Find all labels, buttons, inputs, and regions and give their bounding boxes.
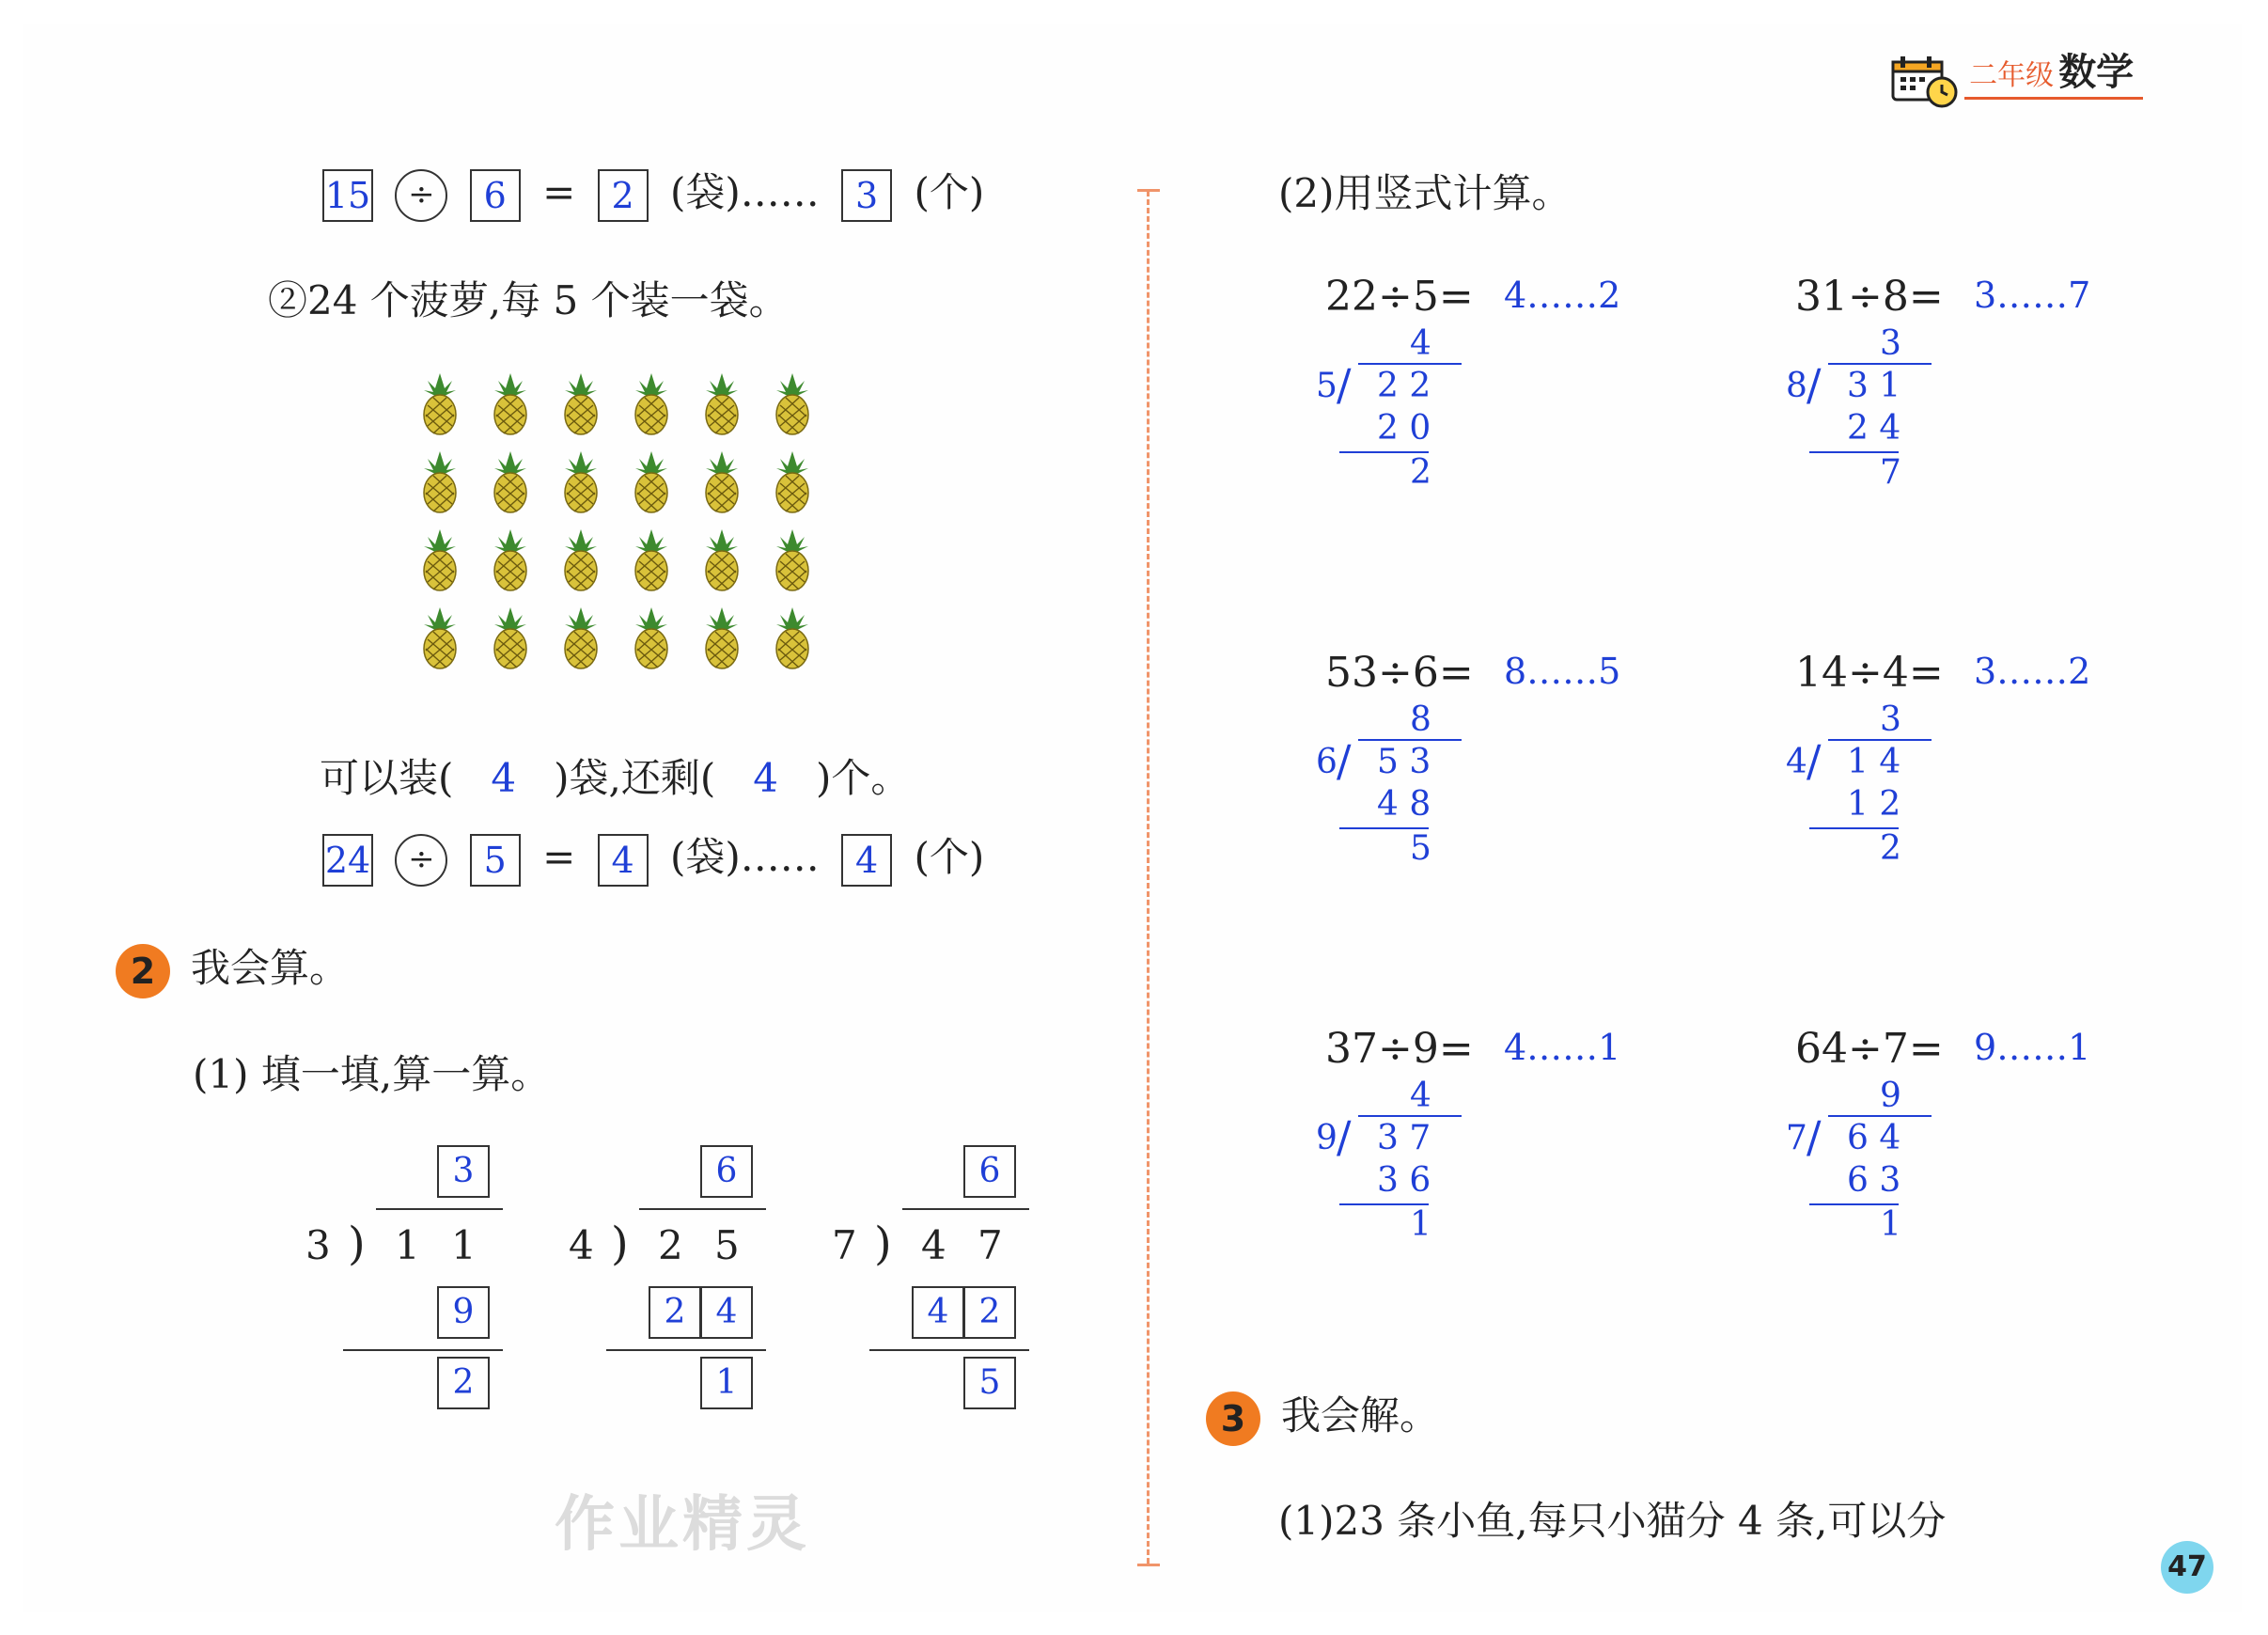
pineapple-image — [489, 371, 532, 435]
expression: 37÷9= — [1325, 1025, 1474, 1073]
product-box: 9 — [437, 1286, 490, 1339]
divider-cap-top — [1137, 189, 1160, 192]
equation-1 — [322, 165, 993, 222]
dividend-digit: 5 — [714, 1222, 740, 1268]
dividend-digit: 2 — [658, 1222, 683, 1268]
dividend-box: 15 — [322, 169, 373, 222]
pineapple-image — [559, 449, 602, 513]
remainder-box: 5 — [963, 1357, 1016, 1409]
vq-bracket: / — [1337, 1111, 1352, 1162]
pineapple-image — [630, 371, 673, 435]
remainder-box: 1 — [700, 1357, 753, 1409]
pineapple-grid — [418, 371, 832, 700]
section-3-heading — [1206, 1385, 1439, 1446]
fill-sentence — [320, 747, 910, 804]
vq-remainder: 2 — [1880, 829, 1901, 868]
vq-quotient: 9 — [1880, 1077, 1901, 1115]
unit-bag: (袋)…… — [670, 834, 820, 880]
fill-part-c: )个。 — [815, 755, 911, 801]
division-bracket: ) — [348, 1218, 366, 1270]
vq-product: 1 2 — [1847, 785, 1901, 824]
divisor: 3 — [305, 1222, 331, 1268]
answer: 9……1 — [1974, 1027, 2091, 1068]
division-bracket: ) — [874, 1218, 892, 1270]
dividend-box: 24 — [322, 834, 373, 887]
pineapple-image — [418, 605, 461, 669]
pineapple-image — [559, 527, 602, 591]
sub-question-1: (1) 填一填,算一算。 — [193, 1051, 551, 1097]
product-box: 2 — [649, 1286, 701, 1339]
vq-divisor: 8 — [1786, 367, 1807, 405]
expression: 14÷4= — [1795, 649, 1944, 697]
vq-bracket: / — [1807, 359, 1822, 410]
operator-circle: ÷ — [395, 834, 447, 887]
answer: 4……2 — [1504, 275, 1621, 316]
pineapple-image — [700, 527, 743, 591]
vq-quotient: 4 — [1410, 1077, 1431, 1115]
product-box: 4 — [912, 1286, 964, 1339]
fill-answer-bags: 4 — [491, 755, 517, 801]
vq-bar — [1828, 739, 1932, 741]
vq-quotient: 8 — [1410, 700, 1431, 739]
pineapple-image — [489, 527, 532, 591]
question-2-text: ②24 个菠萝,每 5 个装一袋。 — [268, 277, 789, 323]
header-grade: 二年级 — [1969, 59, 2055, 92]
subtraction-line — [869, 1349, 1029, 1351]
vq-bracket: / — [1337, 359, 1352, 410]
pineapple-image — [489, 449, 532, 513]
vq-remainder: 5 — [1410, 829, 1431, 868]
section-2-heading — [116, 937, 349, 998]
quotient-box: 6 — [963, 1145, 1016, 1198]
section-number-badge: 3 — [1206, 1391, 1260, 1446]
pineapple-image — [700, 449, 743, 513]
pineapple-image — [771, 371, 814, 435]
expression: 31÷8= — [1795, 273, 1944, 321]
section-number-badge: 2 — [116, 944, 170, 998]
vq-quotient: 4 — [1410, 324, 1431, 363]
vq-divisor: 4 — [1786, 743, 1807, 781]
fill-answer-left: 4 — [753, 755, 778, 801]
vq-divisor: 9 — [1316, 1119, 1337, 1157]
pineapple-image — [771, 605, 814, 669]
unit-piece: (个) — [914, 834, 985, 880]
quotient-box: 3 — [437, 1145, 490, 1198]
vq-product: 2 4 — [1847, 409, 1901, 448]
header-subject: 数学 — [2058, 51, 2135, 94]
pineapple-image — [700, 371, 743, 435]
unit-piece: (个) — [914, 169, 985, 215]
pineapple-image — [700, 605, 743, 669]
answer: 3……7 — [1974, 275, 2091, 316]
equals-sign: = — [542, 169, 576, 215]
division-bar — [639, 1208, 766, 1210]
pineapple-image — [771, 527, 814, 591]
division-bar — [376, 1208, 503, 1210]
vq-product: 3 6 — [1377, 1161, 1431, 1200]
header — [1889, 42, 2134, 109]
divider-cap-bottom — [1137, 1564, 1160, 1566]
vq-divisor: 6 — [1316, 743, 1337, 781]
division-bracket: ) — [611, 1218, 629, 1270]
dividend-digit: 4 — [921, 1222, 946, 1268]
vq-remainder: 7 — [1880, 453, 1901, 492]
answer: 8……5 — [1504, 651, 1621, 692]
pineapple-image — [418, 371, 461, 435]
subtraction-line — [343, 1349, 503, 1351]
remainder-box: 3 — [841, 169, 892, 222]
pineapple-image — [418, 449, 461, 513]
division-bar — [902, 1208, 1029, 1210]
vq-remainder: 2 — [1410, 453, 1431, 492]
divisor-box: 5 — [470, 834, 521, 887]
pineapple-image — [771, 449, 814, 513]
calendar-clock-icon — [1889, 53, 1964, 109]
pineapple-image — [630, 449, 673, 513]
vq-divisor: 5 — [1316, 367, 1337, 405]
answer: 3……2 — [1974, 651, 2091, 692]
operator-circle: ÷ — [395, 169, 447, 222]
vq-bar — [1828, 363, 1932, 365]
vq-quotient: 3 — [1880, 700, 1901, 739]
dividend-digit: 1 — [451, 1222, 477, 1268]
vq-bracket: / — [1807, 735, 1822, 786]
vq-bar — [1358, 739, 1462, 741]
fill-part-b: )袋,还剩( — [554, 755, 716, 801]
vq-divisor: 7 — [1786, 1119, 1807, 1157]
vq-dividend: 3 7 — [1377, 1119, 1431, 1157]
vq-product: 4 8 — [1377, 785, 1431, 824]
vq-remainder: 1 — [1880, 1205, 1901, 1244]
vq-remainder: 1 — [1410, 1205, 1431, 1244]
page-number: 47 — [2161, 1541, 2213, 1594]
dividend-digit: 7 — [978, 1222, 1003, 1268]
sub-question-2: (2)用竖式计算。 — [1278, 170, 1572, 216]
worksheet-page — [23, 24, 2242, 1612]
section-title: 我会解。 — [1281, 1392, 1440, 1438]
vq-dividend: 3 1 — [1847, 367, 1901, 405]
expression: 64÷7= — [1795, 1025, 1944, 1073]
section-title: 我会算。 — [191, 945, 350, 991]
equals-sign: = — [542, 834, 576, 880]
quotient-box: 2 — [598, 169, 649, 222]
fill-part-a: 可以装( — [320, 755, 454, 801]
vq-product: 6 3 — [1847, 1161, 1901, 1200]
question-3-1: (1)23 条小鱼,每只小猫分 4 条,可以分 — [1278, 1498, 1947, 1544]
remainder-box: 4 — [841, 834, 892, 887]
vq-dividend: 6 4 — [1847, 1119, 1901, 1157]
equation-2 — [322, 829, 993, 887]
product-box: 2 — [963, 1286, 1016, 1339]
pineapple-image — [418, 527, 461, 591]
vq-bracket: / — [1337, 735, 1352, 786]
expression: 22÷5= — [1325, 273, 1474, 321]
remainder-box: 2 — [437, 1357, 490, 1409]
product-box: 4 — [700, 1286, 753, 1339]
pineapple-image — [559, 605, 602, 669]
pineapple-image — [630, 605, 673, 669]
quotient-box: 4 — [598, 834, 649, 887]
quotient-box: 6 — [700, 1145, 753, 1198]
vq-dividend: 1 4 — [1847, 743, 1901, 781]
vq-product: 2 0 — [1377, 409, 1431, 448]
pineapple-image — [559, 371, 602, 435]
unit-bag: (袋)…… — [670, 169, 820, 215]
vq-bar — [1358, 363, 1462, 365]
watermark: 作业精灵 — [555, 1490, 810, 1560]
pineapple-image — [630, 527, 673, 591]
vq-bar — [1358, 1115, 1462, 1117]
divisor-box: 6 — [470, 169, 521, 222]
vq-bracket: / — [1807, 1111, 1822, 1162]
divisor: 7 — [832, 1222, 857, 1268]
vq-dividend: 5 3 — [1377, 743, 1431, 781]
vq-dividend: 2 2 — [1377, 367, 1431, 405]
vq-quotient: 3 — [1880, 324, 1901, 363]
dividend-digit: 1 — [395, 1222, 420, 1268]
divisor: 4 — [569, 1222, 594, 1268]
vq-bar — [1828, 1115, 1932, 1117]
pineapple-image — [489, 605, 532, 669]
subtraction-line — [606, 1349, 766, 1351]
page-divider — [1147, 191, 1150, 1564]
answer: 4……1 — [1504, 1027, 1621, 1068]
expression: 53÷6= — [1325, 649, 1474, 697]
